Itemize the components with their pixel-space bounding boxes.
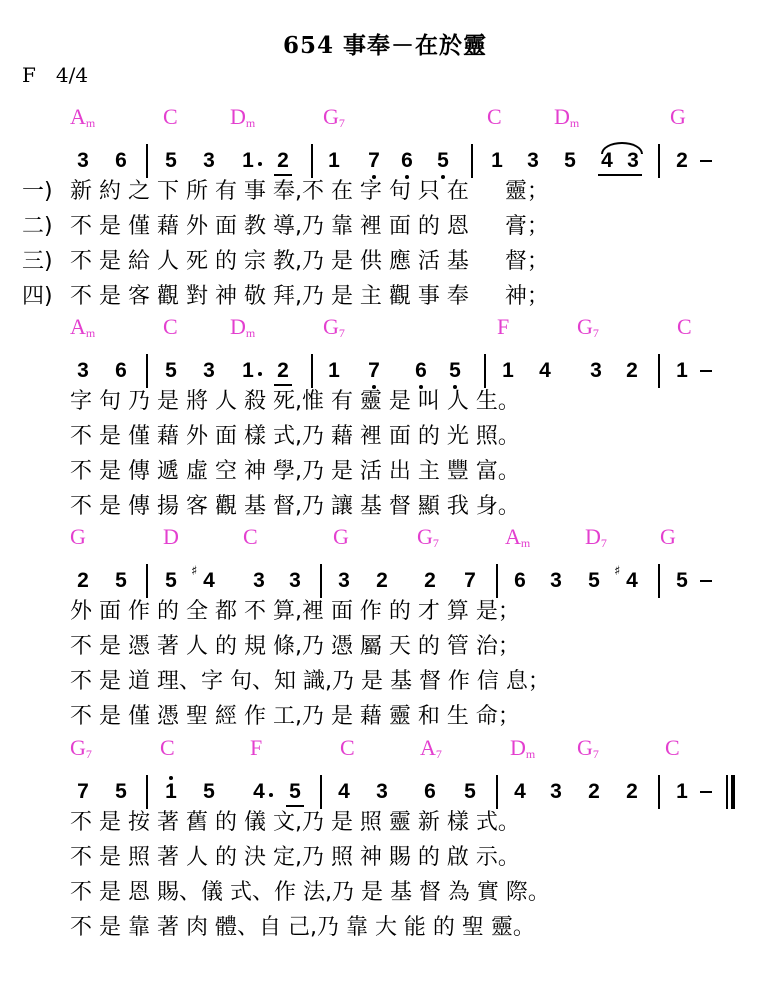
note: 3 (627, 149, 639, 172)
note: 5 (289, 780, 301, 803)
note: 3 (77, 149, 89, 172)
note: 4 (338, 780, 350, 803)
lyric-text: 不 是 傳 揚 客 觀 基 督,乃 讓 基 督 顯 我 身。 (70, 494, 520, 519)
dotted-note-dot (269, 793, 273, 797)
note: 5 (115, 780, 127, 803)
eighth-note-underline (274, 384, 292, 386)
chord-symbol: F (250, 735, 263, 760)
bar-line (320, 564, 322, 598)
note: 7 (77, 780, 89, 803)
hymn-title: 654 事奉－在於靈 (282, 32, 488, 59)
note: 2 (77, 569, 89, 592)
note: 4 (626, 569, 638, 592)
hold-dash (700, 370, 712, 372)
note: 2 (424, 569, 436, 592)
note: 7 (368, 149, 380, 172)
note: 2 (277, 149, 289, 172)
note: 2 (676, 149, 688, 172)
dotted-note-dot (258, 162, 262, 166)
bar-line (146, 354, 148, 388)
chord-symbol: G (660, 524, 676, 549)
sharp-icon: ♯ (191, 564, 198, 579)
chord-symbol: $A_7$ (420, 735, 442, 761)
bar-line (658, 144, 660, 178)
lyric-text: 不 是 按 著 舊 的 儀 文,乃 是 照 靈 新 樣 式。 (70, 810, 520, 835)
chord-symbol: C (163, 314, 178, 339)
eighth-note-underline (598, 174, 642, 176)
chord-symbol: C (487, 104, 502, 129)
verse-number: 一) (22, 179, 53, 204)
note: 3 (203, 149, 215, 172)
note: 2 (588, 780, 600, 803)
chord-symbol: $G_7$ (577, 735, 599, 761)
chord-symbol: $D_7$ (585, 524, 607, 550)
chord-symbol: F (497, 314, 510, 339)
lyric-text: 外 面 作 的 全 都 不 算,裡 面 作 的 才 算 是； (70, 599, 520, 624)
note: 3 (550, 780, 562, 803)
chord-symbol: G (70, 524, 86, 549)
note: 1 (502, 359, 514, 382)
chord-symbol: C (160, 735, 175, 760)
sharp-icon: ♯ (614, 564, 621, 579)
bar-line (146, 144, 148, 178)
note: 3 (376, 780, 388, 803)
note: 1 (242, 359, 254, 382)
final-bar-line (726, 775, 728, 809)
lyric-text: 新 約 之 下 所 有 事 奉,不 在 字 句 只 在 靈； (70, 179, 549, 204)
note: 5 (676, 569, 688, 592)
lyric-text: 不 是 憑 著 人 的 規 條,乃 憑 屬 天 的 管 治； (70, 634, 520, 659)
hold-dash (700, 160, 712, 162)
bar-line (320, 775, 322, 809)
bar-line (146, 564, 148, 598)
note: 1 (491, 149, 503, 172)
note: 6 (415, 359, 427, 382)
note: 5 (449, 359, 461, 382)
chord-symbol: $D_m$ (230, 314, 256, 340)
lyric-text: 不 是 傳 遞 虛 空 神 學,乃 是 活 出 主 豐 富。 (70, 459, 520, 484)
note: 2 (626, 780, 638, 803)
chord-symbol: $G_7$ (70, 735, 92, 761)
note: 4 (203, 569, 215, 592)
note: 2 (626, 359, 638, 382)
lyric-text: 不 是 照 著 人 的 決 定,乃 照 神 賜 的 啟 示。 (70, 845, 520, 870)
chord-symbol: $A_m$ (70, 104, 96, 130)
note: 6 (424, 780, 436, 803)
bar-line (658, 354, 660, 388)
lyric-text: 不 是 道 理、字 句、知 識,乃 是 基 督 作 信 息； (70, 669, 550, 694)
verse-number: 四) (22, 284, 53, 309)
note: 5 (165, 569, 177, 592)
note: 5 (564, 149, 576, 172)
bar-line (311, 354, 313, 388)
chord-symbol: $A_m$ (70, 314, 96, 340)
note: 6 (514, 569, 526, 592)
note: 1 (328, 149, 340, 172)
chord-symbol: G (333, 524, 349, 549)
bar-line (484, 354, 486, 388)
note: 4 (539, 359, 551, 382)
bar-line (658, 564, 660, 598)
note: 5 (464, 780, 476, 803)
lyric-text: 不 是 僅 憑 聖 經 作 工,乃 是 藉 靈 和 生 命； (70, 704, 520, 729)
note: 1 (676, 780, 688, 803)
note: 1 (328, 359, 340, 382)
bar-line (658, 775, 660, 809)
bar-line (496, 564, 498, 598)
high-octave-dot (169, 776, 173, 780)
chord-symbol: $D_m$ (230, 104, 256, 130)
note: 4 (601, 149, 613, 172)
lyric-text: 不 是 恩 賜、儀 式、作 法,乃 是 基 督 為 實 際。 (70, 880, 550, 905)
note: 3 (203, 359, 215, 382)
hold-dash (700, 791, 712, 793)
note: 5 (588, 569, 600, 592)
chord-symbol: C (163, 104, 178, 129)
lyric-text: 不 是 給 人 死 的 宗 教,乃 是 供 應 活 基 督； (70, 249, 549, 274)
final-bar-line-thick (731, 775, 735, 809)
note: 5 (203, 780, 215, 803)
chord-symbol: $D_m$ (554, 104, 580, 130)
lyric-text: 不 是 靠 著 肉 體、自 己,乃 靠 大 能 的 聖 靈。 (70, 915, 535, 940)
note: 1 (165, 780, 177, 803)
lyric-text: 不 是 僅 藉 外 面 樣 式,乃 藉 裡 面 的 光 照。 (70, 424, 520, 449)
chord-symbol: $G_7$ (577, 314, 599, 340)
dotted-note-dot (258, 372, 262, 376)
note: 5 (115, 569, 127, 592)
note: 7 (464, 569, 476, 592)
note: 3 (289, 569, 301, 592)
note: 6 (115, 359, 127, 382)
note: 4 (253, 780, 265, 803)
chord-symbol: $D_m$ (510, 735, 536, 761)
chord-symbol: $G_7$ (417, 524, 439, 550)
chord-symbol: $A_m$ (505, 524, 531, 550)
chord-symbol: G (670, 104, 686, 129)
slur-icon (601, 142, 643, 154)
note: 6 (401, 149, 413, 172)
lyric-text: 不 是 客 觀 對 神 敬 拜,乃 是 主 觀 事 奉 神； (70, 284, 549, 309)
chord-symbol: C (665, 735, 680, 760)
bar-line (496, 775, 498, 809)
note: 2 (376, 569, 388, 592)
note: 5 (165, 359, 177, 382)
bar-line (311, 144, 313, 178)
note: 3 (253, 569, 265, 592)
chord-symbol: C (677, 314, 692, 339)
note: 3 (527, 149, 539, 172)
key-label: F (22, 63, 36, 87)
note: 3 (590, 359, 602, 382)
note: 1 (242, 149, 254, 172)
chord-symbol: $G_7$ (323, 104, 345, 130)
chord-symbol: D (163, 524, 179, 549)
lyric-text: 字 句 乃 是 將 人 殺 死,惟 有 靈 是 叫 人 生。 (70, 389, 520, 414)
bar-line (146, 775, 148, 809)
chord-symbol: $G_7$ (323, 314, 345, 340)
note: 2 (277, 359, 289, 382)
note: 5 (437, 149, 449, 172)
chord-symbol: C (243, 524, 258, 549)
eighth-note-underline (286, 805, 304, 807)
note: 3 (77, 359, 89, 382)
note: 3 (550, 569, 562, 592)
note: 6 (115, 149, 127, 172)
lyric-text: 不 是 僅 藉 外 面 教 導,乃 靠 裡 面 的 恩 膏； (70, 214, 549, 239)
note: 7 (368, 359, 380, 382)
verse-number: 二) (22, 214, 53, 239)
bar-line (471, 144, 473, 178)
note: 3 (338, 569, 350, 592)
verse-number: 三) (22, 249, 53, 274)
note: 5 (165, 149, 177, 172)
chord-symbol: C (340, 735, 355, 760)
key-signature (22, 63, 108, 87)
hold-dash (700, 580, 712, 582)
time-signature: 4/4 (55, 63, 89, 87)
note: 4 (514, 780, 526, 803)
eighth-note-underline (274, 174, 292, 176)
note: 1 (676, 359, 688, 382)
